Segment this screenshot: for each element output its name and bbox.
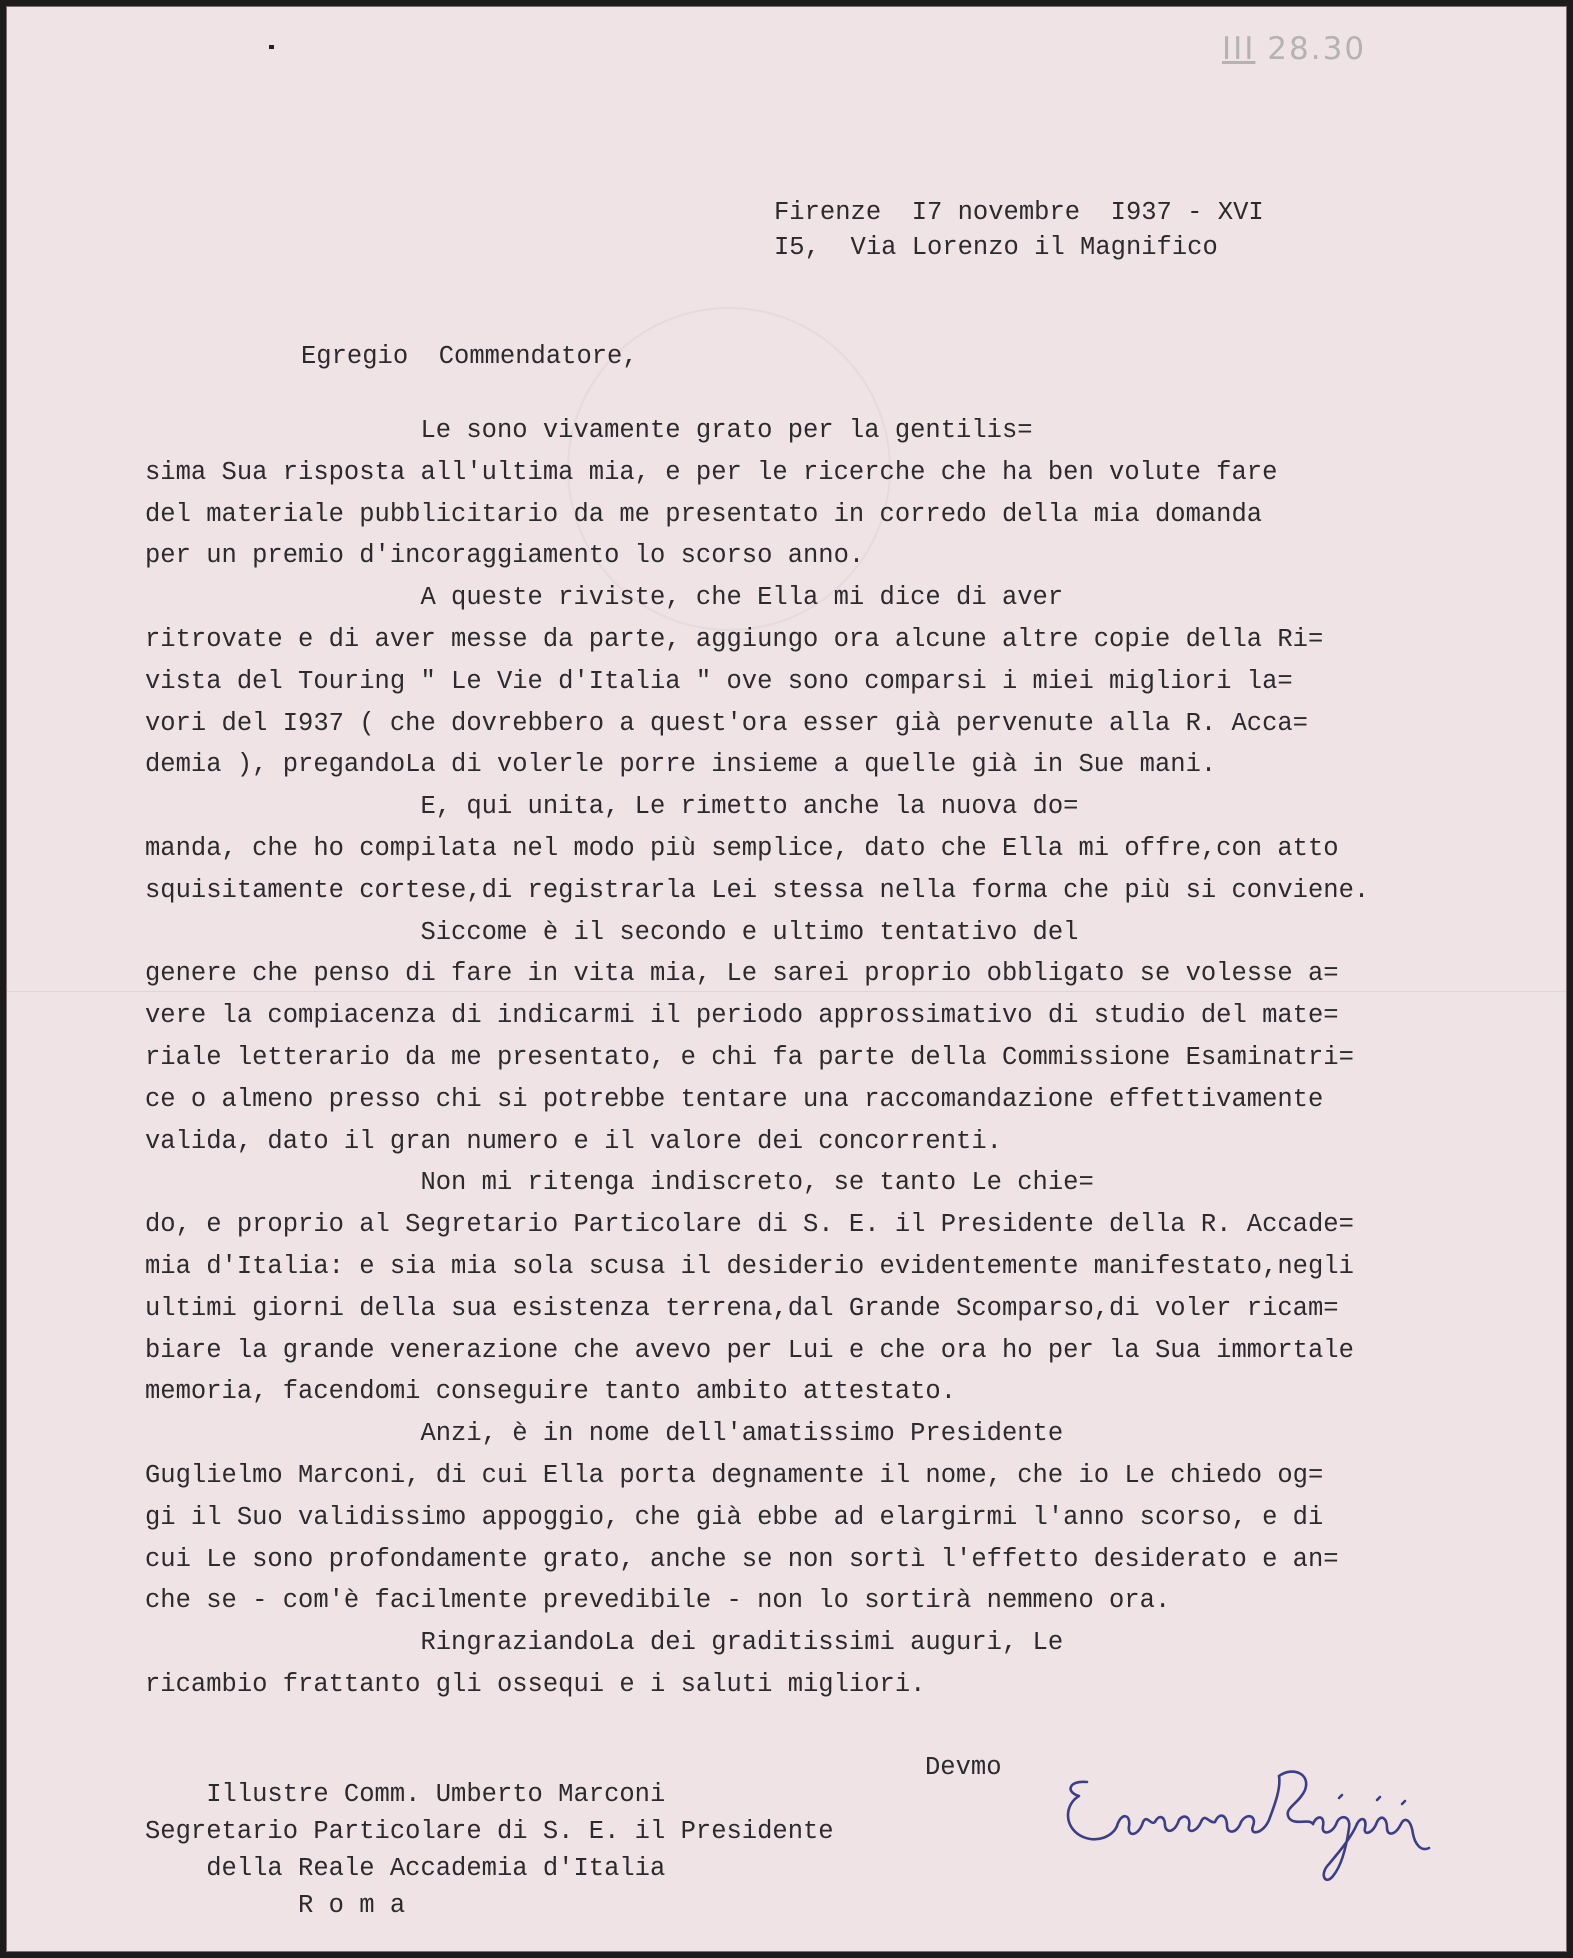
closing: Devmo — [925, 1753, 1002, 1782]
address-line: I5, Via Lorenzo il Magnifico — [774, 233, 1218, 262]
body-line: Anzi, è in nome dell'amatissimo Presidente — [145, 1419, 1064, 1449]
body-line: A queste riviste, che Ella mi dice di aver — [145, 583, 1064, 613]
body-line: demia ), pregandoLa di volerle porre insieme a quelle già in Sue mani. — [145, 750, 1217, 780]
body-line: gi il Suo validissimo appoggio, che già ebbe ad elargirmi l'anno scorso, e di — [145, 1502, 1324, 1532]
addressee-block — [145, 1776, 834, 1924]
letter-body — [145, 410, 1369, 1706]
body-line: vori del I937 ( che dovrebbero a quest'ora esser già pervenute alla R. Acca= — [145, 708, 1308, 738]
body-line: RingraziandoLa dei graditissimi auguri, Le — [145, 1628, 1064, 1658]
body-line: biare la grande venerazione che avevo per Lui e che ora ho per la Sua immortale — [145, 1335, 1354, 1365]
addressee-title: Segretario Particolare di S. E. il Presidente — [145, 1817, 834, 1846]
body-line: Guglielmo Marconi, di cui Ella porta degnamente il nome, che io Le chiedo og= — [145, 1460, 1324, 1490]
body-line: memoria, facendomi conseguire tanto ambito attestato. — [145, 1377, 957, 1407]
body-line: cui Le sono profondamente grato, anche se non sortì l'effetto desiderato e an= — [145, 1544, 1339, 1574]
addressee-name: Illustre Comm. Umberto Marconi — [145, 1780, 666, 1809]
handwritten-signature — [1057, 1752, 1487, 1902]
body-line: do, e proprio al Segretario Particolare di S. E. il Presidente della R. Accade= — [145, 1210, 1354, 1240]
body-line: Siccome è il secondo e ultimo tentativo del — [145, 917, 1079, 947]
date-line: Firenze I7 novembre I937 - XVI — [774, 198, 1264, 227]
body-line: ultimi giorni della sua esistenza terrena,dal Grande Scomparso,di voler ricam= — [145, 1293, 1339, 1323]
body-line: vere la compiacenza di indicarmi il periodo approssimativo di studio del mate= — [145, 1001, 1339, 1031]
archive-reference-number: 28.30 — [1267, 31, 1367, 67]
body-line: Non mi ritenga indiscreto, se tanto Le chie= — [145, 1168, 1094, 1198]
body-line: squisitamente cortese,di registrarla Lei stessa nella forma che più si conviene. — [145, 875, 1370, 905]
body-line: sima Sua risposta all'ultima mia, e per le ricerche che ha ben volute fare — [145, 457, 1278, 487]
body-line: che se - com'è facilmente prevedibile - non lo sortirà nemmeno ora. — [145, 1586, 1171, 1616]
body-line: Le sono vivamente grato per la gentilis= — [145, 416, 1033, 445]
body-line: ce o almeno presso chi si potrebbe tentare una raccomandazione effettivamente — [145, 1084, 1324, 1114]
archive-reference — [1222, 31, 1366, 67]
body-line: vista del Touring " Le Vie d'Italia " ove sono comparsi i miei migliori la= — [145, 666, 1293, 696]
letter-page — [6, 6, 1567, 1952]
body-line: del materiale pubblicitario da me presentato in corredo della mia domanda — [145, 499, 1263, 529]
body-line: riale letterario da me presentato, e chi fa parte della Commissione Esaminatri= — [145, 1042, 1354, 1072]
body-line: genere che penso di fare in vita mia, Le sarei proprio obbligato se volesse a= — [145, 959, 1339, 989]
addressee-institution: della Reale Accademia d'Italia — [145, 1854, 666, 1883]
body-line: manda, che ho compilata nel modo più semplice, dato che Ella mi offre,con atto — [145, 833, 1339, 863]
ink-mark — [269, 45, 274, 49]
body-line: mia d'Italia: e sia mia sola scusa il desiderio evidentemente manifestato,negli — [145, 1251, 1354, 1281]
salutation: Egregio Commendatore, — [301, 342, 638, 371]
body-line: per un premio d'incoraggiamento lo scorso anno. — [145, 541, 865, 571]
body-line: ricambio frattanto gli ossequi e i saluti migliori. — [145, 1669, 926, 1699]
addressee-city: R o m a — [145, 1891, 406, 1920]
letter-header — [774, 195, 1264, 265]
body-line: valida, dato il gran numero e il valore dei concorrenti. — [145, 1126, 1002, 1156]
archive-reference-roman: III — [1222, 31, 1256, 67]
body-line: ritrovate e di aver messe da parte, aggiungo ora alcune altre copie della Ri= — [145, 624, 1324, 654]
body-line: E, qui unita, Le rimetto anche la nuova do= — [145, 792, 1079, 822]
